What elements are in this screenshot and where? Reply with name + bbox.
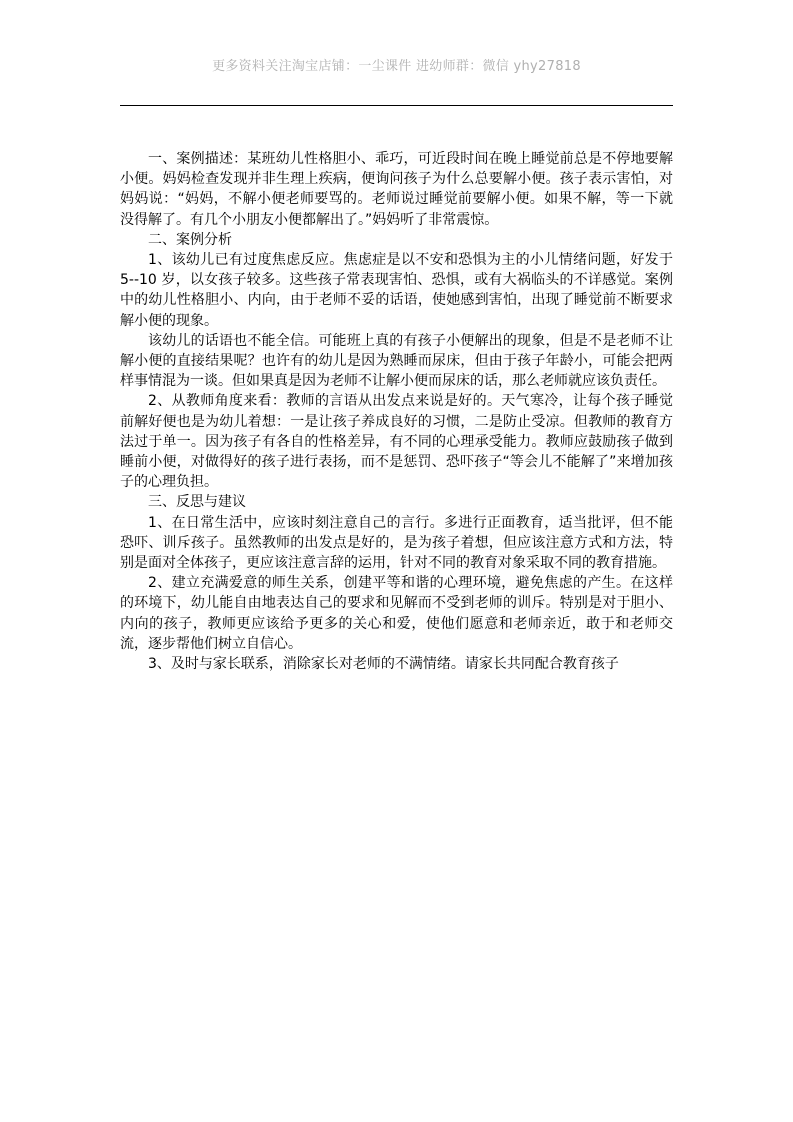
analysis-paragraph-1: 1、该幼儿已有过度焦虑反应。焦虑症是以不安和恐惧为主的小儿情绪问题，好发于 5--10 岁，以女孩子较多。这些孩子常表现害怕、恐惧，或有大祸临头的不详感觉。案例中的幼儿性格胆小、内向，由于老师不妥的话语，使她感到害怕，出现了睡觉前不断要求解小便的现象。: [120, 252, 673, 329]
header-divider: [120, 105, 673, 106]
analysis-paragraph-2: 该幼儿的话语也不能全信。可能班上真的有孩子小便解出的现象，但是不是老师不让解小便的直接结果呢？也许有的幼儿是因为熟睡而尿床，但由于孩子年龄小，可能会把两样事情混为一谈。但如果真是因为老师不让解小便而尿床的话，那么老师就应该负责任。: [120, 332, 673, 390]
section-heading-analysis: 二、案例分析: [148, 231, 232, 248]
page-header: 更多资料关注淘宝店铺：一尘课件 进幼师群：微信 yhy27818: [212, 59, 581, 74]
section-heading-reflection: 三、反思与建议: [148, 494, 246, 511]
suggestion-paragraph-2: 2、建立充满爱意的师生关系，创建平等和谐的心理环境，避免焦虑的产生。在这样的环境下，幼儿能自由地表达自己的要求和见解而不受到老师的训斥。特别是对于胆小、内向的孩子，教师更应该给予更多的关心和爱，使他们愿意和老师亲近，敢于和老师交流，逐步帮他们树立自信心。: [120, 575, 673, 652]
case-description-paragraph: 一、案例描述：某班幼儿性格胆小、乖巧，可近段时间在晚上睡觉前总是不停地要解小便。妈妈检查发现并非生理上疾病，便询问孩子为什么总要解小便。孩子表示害怕，对妈妈说：“妈妈，不解小便老师要骂的。老师说过睡觉前要解小便。如果不解，等一下就没得解了。有几个小朋友小便都解出了。”妈妈听了非常震惊。: [120, 151, 673, 228]
analysis-paragraph-3: 2、从教师角度来看：教师的言语从出发点来说是好的。天气寒冷，让每个孩子睡觉前解好便也是为幼儿着想：一是让孩子养成良好的习惯，二是防止受凉。但教师的教育方法过于单一。因为孩子有各自的性格差异，有不同的心理承受能力。教师应鼓励孩子做到睡前小便，对做得好的孩子进行表扬，而不是惩罚、恐吓孩子“等会儿不能解了”来增加孩子的心理负担。: [120, 393, 673, 491]
document-body: [120, 149, 673, 674]
suggestion-paragraph-3: 3、及时与家长联系，消除家长对老师的不满情绪。请家长共同配合教育孩子: [148, 656, 619, 673]
suggestion-paragraph-1: 1、在日常生活中，应该时刻注意自己的言行。多进行正面教育，适当批评，但不能恐吓、训斥孩子。虽然教师的出发点是好的，是为孩子着想，但应该注意方式和方法，特别是面对全体孩子，更应该注意言辞的运用，针对不同的教育对象采取不同的教育措施。: [120, 514, 673, 572]
